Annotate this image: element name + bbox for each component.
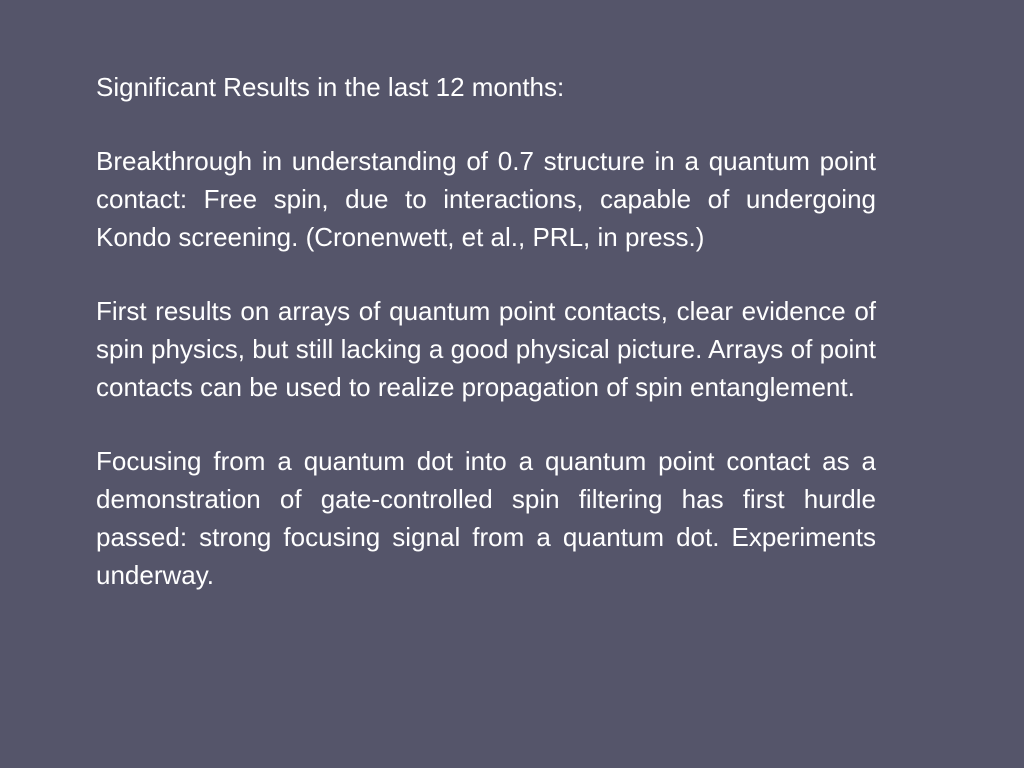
paragraph-kondo-screening: Breakthrough in understanding of 0.7 structure in a quantum point contact: Free spin, due to interactions, capable of undergoing Kondo screening. (Cronenwett, et al., PRL, in press.) [96, 146, 876, 252]
slide-content [96, 68, 876, 594]
paragraph-point-contact-arrays: First results on arrays of quantum point contacts, clear evidence of spin physics, but still lacking a good physical picture. Arrays of point contacts can be used to realize propagation of spin entanglement. [96, 296, 876, 402]
paragraph-spin-filtering: Focusing from a quantum dot into a quantum point contact as a demonstration of gate-controlled spin filtering has first hurdle passed: strong focusing signal from a quantum dot. Experiments underway. [96, 446, 876, 590]
slide-heading: Significant Results in the last 12 months: [96, 72, 565, 102]
